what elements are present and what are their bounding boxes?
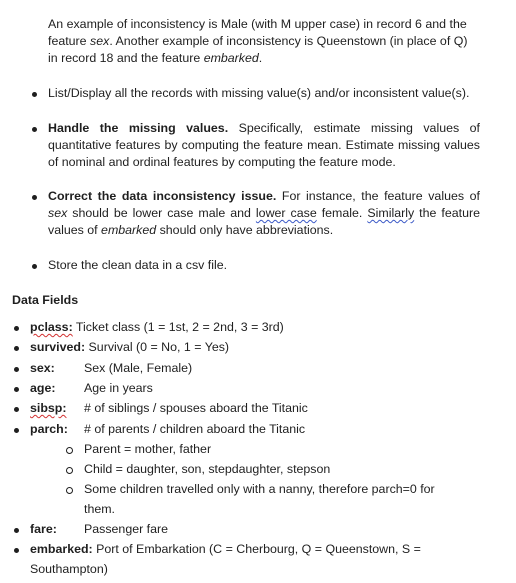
task-list-item: List/Display all the records with missing value(s) and/or inconsistent value(s). [48, 86, 470, 100]
field-fare: fare: [30, 522, 57, 536]
intro-embarked-italic: embarked [203, 51, 259, 65]
bullet-icon [32, 92, 37, 97]
sub-bullet-icon [66, 467, 73, 474]
intro-text-1: An example of inconsistency is Male (with M upper case) in record 6 and the feature [48, 17, 467, 48]
parch-note: Parent = mother, father [84, 442, 212, 456]
intro-text-2: . Another example of inconsistency is Queenstown (in place of Q) in record 18 and the feature [48, 34, 468, 65]
field-pclass: pclass: Ticket class (1 = 1st, 2 = 2nd, 3 = 3rd) [30, 320, 284, 334]
intro-paragraph [48, 16, 480, 67]
intro-sex-italic: sex [90, 34, 110, 48]
intro-text-3: . [258, 51, 263, 65]
bullet-icon [32, 195, 37, 200]
parch-note: Child = daughter, son, stepdaughter, stepson [84, 462, 331, 476]
bullet-icon [14, 387, 19, 392]
bullet-icon [14, 548, 19, 553]
field-survived: survived: Survival (0 = No, 1 = Yes) [30, 340, 230, 354]
field-sibsp: sibsp: [30, 401, 67, 415]
bullet-icon [14, 428, 19, 433]
bullet-icon [32, 264, 37, 269]
bullet-icon [14, 407, 19, 412]
sub-bullet-icon [66, 447, 73, 454]
field-embarked-desc-continued: Southampton) [30, 562, 108, 576]
sub-bullet-icon [66, 487, 73, 494]
task-list-item: Correct the data inconsistency issue. For instance, the feature values of sex should be lower case male and lower case female. Similarly the feature values of embarked should only have abbreviations. [48, 189, 480, 237]
field-fare-desc: Passenger fare [84, 522, 169, 536]
bullet-icon [14, 528, 19, 533]
grammar-mark: Similarly [367, 206, 415, 220]
field-age: age: [30, 381, 56, 395]
data-fields-heading: Data Fields [12, 293, 79, 307]
grammar-mark: lower case [255, 206, 317, 220]
bullet-icon [14, 326, 19, 331]
task-list-item: Handle the missing values. Specifically, estimate missing values of quantitative features by computing the feature mean. Estimate missing values of nominal and ordinal features by computing the feature mode. [48, 121, 480, 169]
field-parch: parch: [30, 422, 68, 436]
task-list-item: Store the clean data in a csv file. [48, 258, 228, 272]
bullet-icon [32, 127, 37, 132]
bullet-icon [14, 367, 19, 372]
field-age-desc: Age in years [84, 381, 153, 395]
parch-note: Some children travelled only with a nanny, therefore parch=0 for [84, 482, 435, 496]
field-parch-desc: # of parents / children aboard the Titanic [84, 422, 306, 436]
field-embarked: embarked: Port of Embarkation (C = Cherbourg, Q = Queenstown, S = [30, 542, 421, 556]
field-sex: sex: [30, 361, 55, 375]
bullet-icon [14, 346, 19, 351]
field-sibsp-desc: # of siblings / spouses aboard the Titanic [84, 401, 308, 415]
field-sex-desc: Sex (Male, Female) [84, 361, 193, 375]
parch-note-continued: them. [84, 502, 115, 516]
